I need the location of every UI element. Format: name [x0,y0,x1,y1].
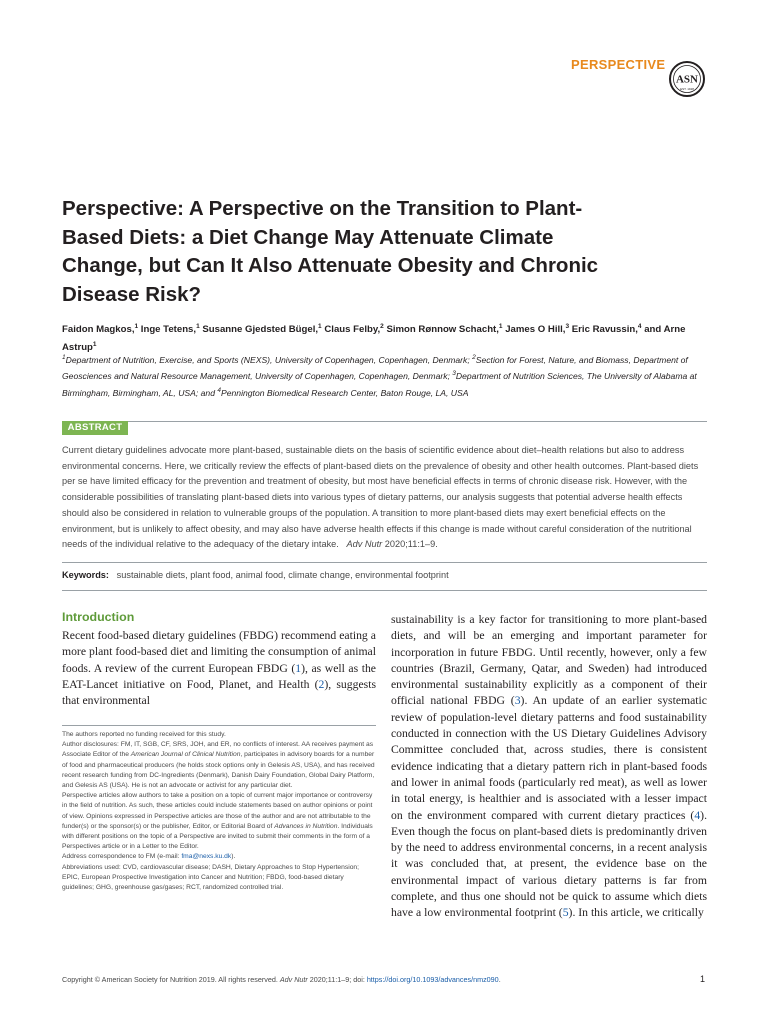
author-name: Eric Ravussin, [571,324,638,336]
body-text: ), as well as the EAT-Lancet initiative on Food, Planet, and Health ( [62,661,376,691]
author-name: Inge Tetens, [140,324,197,336]
footer-volume: 2020;11:1–9; doi: [307,975,367,984]
affiliation-mark: 2 [472,354,476,361]
abbreviations-note: Abbreviations used: CVD, cardiovascular disease; DASH, Dietary Approaches to Stop Hypertension; EPIC, European Prospective Investigation into Cancer and Nutrition; FBDG, food-based dietary guidelines; GHG, greenhouse gas/gases; RCT, randomized controlled trial. [62,863,359,892]
affiliation-text: Department of Nutrition Sciences, The University of Alabama at Birmingham, Birmingham, AL, USA; and [62,371,697,398]
author-affiliation-mark: 1 [318,323,322,330]
reference-link[interactable]: 2 [318,677,325,691]
asn-logo-text: ASN [675,73,699,86]
copyright-text: Copyright © American Society for Nutrition 2019. All rights reserved. [62,975,280,984]
correspondence-email-link[interactable]: fma@nexs.ku.dk [181,853,232,861]
introduction-heading: Introduction [62,610,135,624]
reference-link[interactable]: 3 [514,694,521,708]
page-footer: Copyright © American Society for Nutrition 2019. All rights reserved. Adv Nutr 2020;11:1–9; doi: https://doi.org/10.1093/advances/nmz090. [62,975,501,984]
reference-link[interactable]: 1 [295,661,302,675]
footnotes [62,730,376,893]
section-tag: PERSPECTIVE [571,57,666,72]
correspondence-note: Address correspondence to FM (e-mail: fma@nexs.ku.dk). [62,853,236,861]
introduction-left-column [62,628,376,709]
author-name: Claus Felby, [324,324,381,336]
author-name: Faidon Magkos, [62,324,135,336]
abstract-text [62,443,707,553]
author-affiliation-mark: 1 [134,323,139,330]
asn-logo [668,60,706,98]
reference-link[interactable]: 4 [694,808,701,822]
article-title: Perspective: A Perspective on the Transition to Plant-Based Diets: a Diet Change May Attenuate Climate Change, but Can It Also Attenuate Obesity and Chronic Disease Risk? [62,197,599,306]
author-affiliation-mark: 1 [498,323,503,330]
body-text: ). Even though the focus on plant-based diets is predominantly driven by the need to address environmental concerns, in a recent analysis it was concluded that, at present, the evidence base on the environmental impact of various dietary patterns is far from complete, and thus one should not be quick to assume which diets have a low environmental footprint ( [391,808,707,920]
author-name: Simon Rønnow Schacht, [386,324,499,336]
body-text: ). In this article, we critically [568,906,704,920]
author-name: and Arne Astrup [62,324,686,353]
affiliation-text: Department of Nutrition, Exercise, and Sports (NEXS), University of Copenhagen, Copenhagen, Denmark; [65,354,473,365]
affiliation-mark: 1 [62,354,66,361]
author-name: Susanne Gjedsted Bügel, [202,324,319,336]
affiliation-mark: 4 [217,386,222,394]
affiliations [62,351,712,400]
author-name: James O Hill, [505,324,566,336]
footer-journal: Adv Nutr [279,975,308,984]
abstract-body: Current dietary guidelines advocate more plant-based, sustainable diets on the basis of scientific evidence about diet–health relations but also to address environmental concerns. Here, we critically review the effects of plant-based diets on the prevalence of obesity and other health outcomes. Plant-based diets per se have limited efficacy for the prevention and treatment of obesity, but most have beneficial effects in terms of chronic disease risk. However, with the considerable possibilities of translating plant-based diets into various types of dietary patterns, our analysis suggests that potential adverse health effects should also be considered in relation to vulnerable groups of the population. A transition to more plant-based diets may exert beneficial effects on the environment, but is unlikely to affect obesity, and may also have adverse health effects if this change is made without careful consideration of the nutritional needs of the individual relative to the adequacy of the dietary intake. [62,445,699,550]
perspective-note: Perspective articles allow authors to take a position on a topic of current major importance or controversy in the field of nutrition. As such, these articles could include statements based on author opinions or point of view. Opinions expressed in Perspective articles are those of the author and are not attributable to the funder(s) or the sponsor(s) or the publisher, Editor, or Editorial Board of Advances in Nutrition. Individuals with different positions on the topic of a Perspective are invited to submit their comments in the form of a Perspectives article or in a Letter to the Editor. [62,792,373,851]
abstract-bottom-rule [62,562,707,563]
body-text: Recent food-based dietary guidelines (FBDG) recommend eating a more plant food-based diet and limiting the consumption of animal foods. A review of the current European FBDG ( [62,629,376,675]
author-affiliation-mark: 1 [196,323,200,330]
keywords-label: Keywords: [62,570,109,580]
keywords-text: sustainable diets, plant food, animal food, climate change, environmental footprint [116,570,449,580]
footnote-rule [62,725,376,726]
body-text: ), suggests that environmental [62,677,376,708]
affiliation-text: Section for Forest, Nature, and Biomass, Department of Geosciences and Natural Resource Management, University of Copenhagen, Copenhagen, Denmark; [62,354,688,382]
abstract-citation-detail: 2020;11:1–9. [382,539,438,550]
affiliation-mark: 3 [452,370,456,378]
disclosures-note: Author disclosures: FM, IT, SGB, CF, SRS, JOH, and ER, no conflicts of interest. AA receives payment as Associate Editor of the American Journal of Clinical Nutrition, participates in advisory boards for a number of food and pharmaceutical producers (he holds stock options only in Gelesis AS, USA), and has received recent research funding from DC-Ingredients (Denmark), Danish Dairy Foundation, Global Dairy Platform, and Gelesis AS (USA). He is not an advocate or activist for any particular diet. [62,741,375,790]
author-affiliation-mark: 4 [637,323,642,330]
affiliation-text: Pennington Biomedical Research Center, Baton Rouge, LA, USA [221,387,469,398]
body-text: sustainability is a key factor for transitioning to more plant-based diets, and will be an emerging and important parameter for incorporation in future FBDG. Until recently, however, only a few countries (Brazil, Germany, Qatar, and Sweden) had introduced environmental sustainability explicitly as a component of their official national FBDG ( [391,613,707,708]
abstract-badge: ABSTRACT [62,421,128,435]
doi-link[interactable]: https://doi.org/10.1093/advances/nmz090 [366,975,499,984]
page-number: 1 [700,974,706,984]
introduction-right-column [391,612,707,922]
author-affiliation-mark: 2 [380,323,384,330]
abstract-top-rule [62,421,707,422]
author-affiliation-mark: 3 [565,323,570,330]
body-text: ). An update of an earlier systematic review of population-level dietary patterns and food sustainability conducted in connection with the US Dietary Guidelines Advisory Committee concluded that, across studies, there is consistent evidence indicating that a dietary pattern rich in plant-based foods and lower in animal foods (particularly red meat), as well as lower in total energy, is healthier and is associated with a lesser impact on the environment compared with current dietary practices ( [391,694,707,822]
asn-logo-subtext: EST. 1928 [680,87,694,91]
abstract-citation-journal: Adv Nutr [346,539,383,550]
keywords-rule [62,590,707,591]
reference-link[interactable]: 5 [562,906,569,920]
keywords [62,570,707,580]
author-affiliation-mark: 1 [92,340,97,348]
funding-note: The authors reported no funding received for this study. [62,731,226,738]
